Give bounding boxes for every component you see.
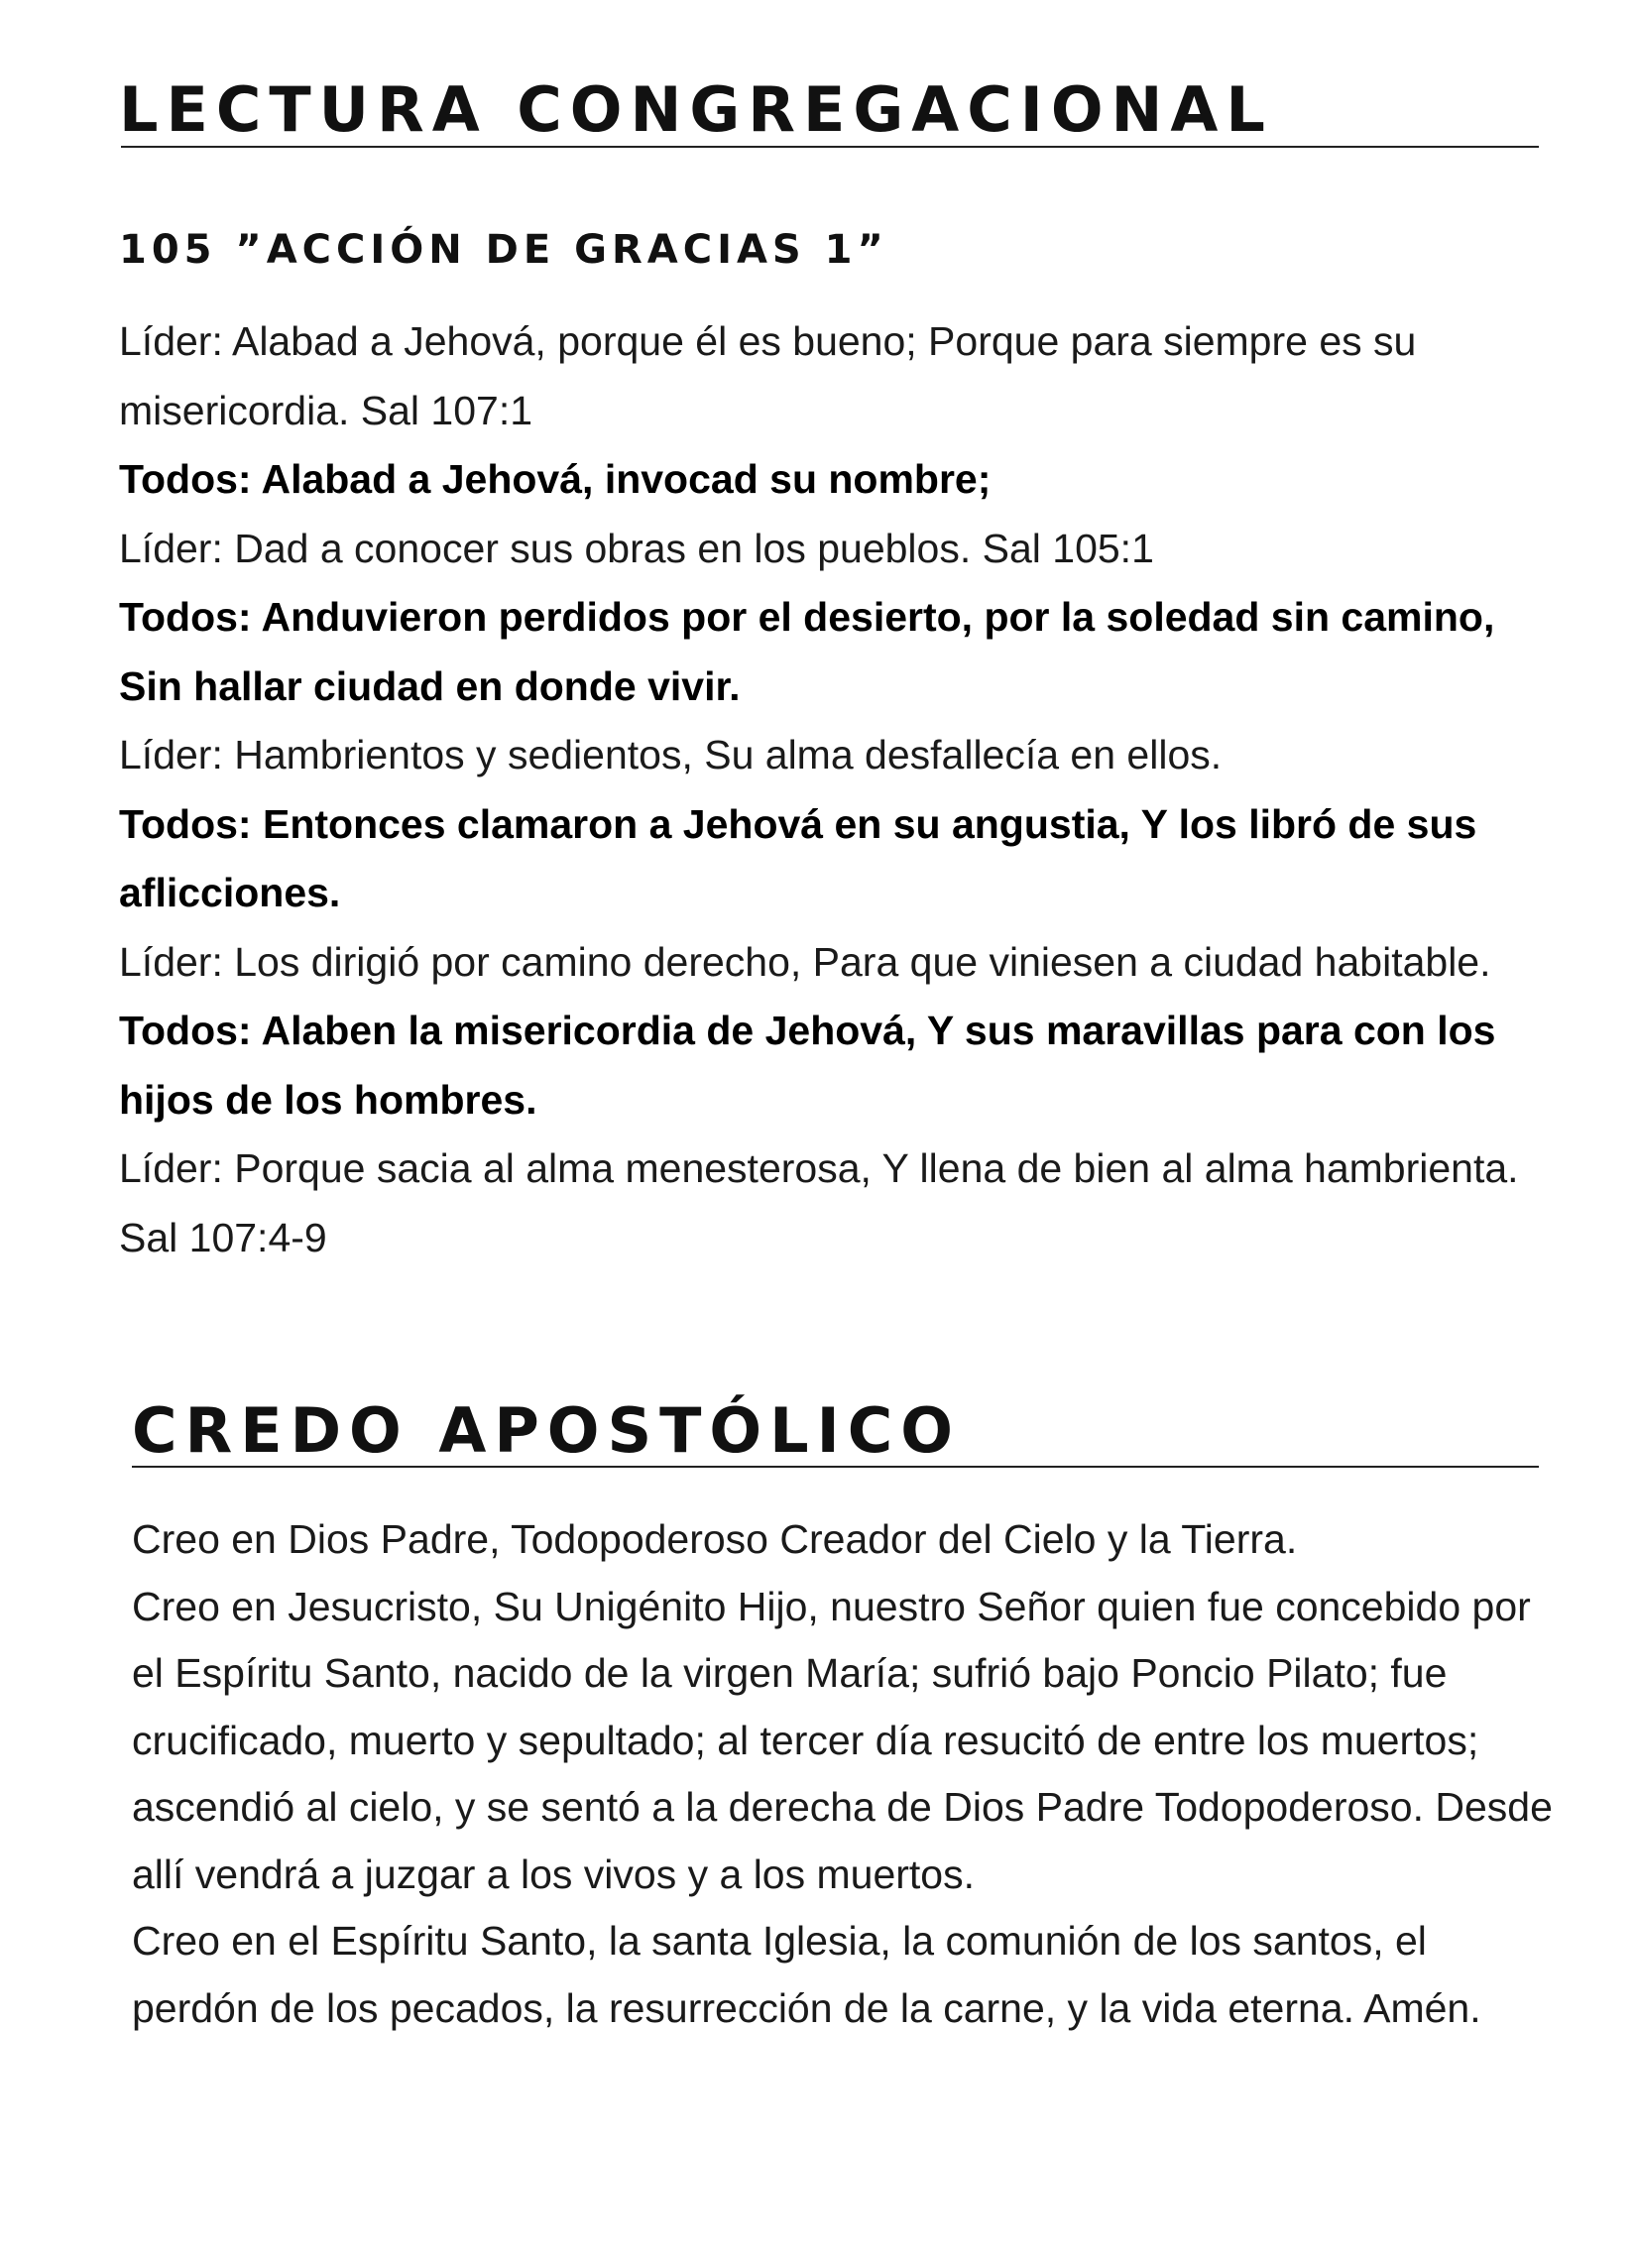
reading-line-all: Todos: Alaben la misericordia de Jehová, Y sus maravillas para con los hijos de los hombres. — [119, 1008, 1496, 1123]
reading-line-all: Todos: Anduvieron perdidos por el desierto, por la soledad sin camino, Sin hallar ciudad en donde vivir. — [119, 594, 1495, 709]
congregational-reading — [119, 307, 1557, 1272]
reading-line-leader: Líder: Dad a conocer sus obras en los pueblos. Sal 105:1 — [119, 525, 1154, 571]
lectura-title-rule — [121, 146, 1539, 148]
apostles-creed — [132, 1506, 1560, 2042]
lectura-title: LECTURA CONGREGACIONAL — [119, 73, 1273, 146]
credo-title-rule — [132, 1466, 1539, 1468]
reading-line-leader: Líder: Hambrientos y sedientos, Su alma desfallecía en ellos. — [119, 732, 1223, 777]
creed-paragraph: Creo en el Espíritu Santo, la santa Iglesia, la comunión de los santos, el perdón de los pecados, la resurrección de la carne, y la vida eterna. Amén. — [132, 1918, 1481, 2031]
reading-line-leader: Líder: Alabad a Jehová, porque él es bueno; Porque para siempre es su misericordia. Sal 107:1 — [119, 318, 1417, 433]
reading-line-all: Todos: Entonces clamaron a Jehová en su angustia, Y los libró de sus aflicciones. — [119, 800, 1477, 915]
reading-line-all: Todos: Alabad a Jehová, invocad su nombre; — [119, 456, 992, 502]
reading-line-leader: Líder: Los dirigió por camino derecho, Para que viniesen a ciudad habitable. — [119, 938, 1491, 985]
reading-subtitle: 105 ”ACCIÓN DE GRACIAS 1” — [119, 227, 888, 273]
creed-paragraph: Creo en Dios Padre, Todopoderoso Creador del Cielo y la Tierra. — [132, 1516, 1298, 1562]
credo-title: CREDO APOSTÓLICO — [132, 1394, 961, 1467]
reading-line-leader: Líder: Porque sacia al alma menesterosa, Y llena de bien al alma hambrienta. Sal 107:4-9 — [119, 1145, 1519, 1260]
creed-paragraph: Creo en Jesucristo, Su Unigénito Hijo, nuestro Señor quien fue concebido por el Espíritu Santo, nacido de la virgen María; sufrió bajo Poncio Pilato; fue crucificado, muerto y sepultado; al tercer día resucitó de entre los muertos; ascendió al cielo, y se sentó a la derecha de Dios Padre Todopoderoso. Desde allí vendrá a juzgar a los vivos y a los muertos. — [132, 1583, 1553, 1897]
